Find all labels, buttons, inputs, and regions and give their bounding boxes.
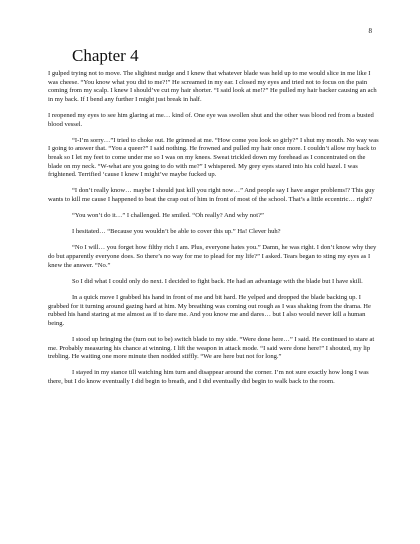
chapter-title: Chapter 4 — [72, 46, 139, 65]
paragraph: “I-I’m sorry…”I tried to choke out. He grinned at me. “How come you look so girly?” I shut my mouth. No way was I going to answer that. “You a queer?” I said nothing. He frowned and pulled my hair once more. I couldn’t allow my back to break so I let my feet to come under me so I was on my knees. Sweat trickled down my forehead as I concentrated on the blade on my neck. “W-what are you going to do with me?” I whispered. My grey eyes stared into his cold hazel. I was frightened. Terrified ‘cause I knew I might’ve maybe fucked up. — [48, 136, 379, 179]
paragraph: I reopened my eyes to see him glaring at me… kind of. One eye was swollen shut and the other was blood red from a busted blood vessel. — [48, 111, 374, 128]
paragraph: “You won’t do it…” I challenged. He smiled. “Oh really? And why not?” — [72, 212, 264, 220]
paragraph: I hesitated… “Because you wouldn’t be able to cover this up.” Ha! Clever huh? — [72, 228, 281, 236]
paragraph: I gulped trying not to move. The slightest nudge and I knew that whatever blade was held up to me would slice in me like I was cheese. “You know what you did to me?!” He screamed in my ear. I closed my eyes and tried not to focus on the pain coming from my scalp. I knew I should’ve cut my hair shorter. “I said look at me!?” He pulled my hair backer causing an ach in my back. If I bend any further I might just break in half. — [48, 70, 377, 103]
paragraph: So I did what I could only do next. I decided to fight back. He had an advantage with the blade but I have skill. — [72, 277, 363, 285]
paragraph: “I don’t really know… maybe I should just kill you right now…” And people say I have anger problems!? This guy wants to kill me cause I happened to beat the crap out of him in front of most of the school. That’s a little eccentric… right? — [48, 187, 375, 203]
page-number: 8 — [368, 27, 372, 35]
paragraph: I stayed in my stance till watching him turn and disappear around the corner. I’m not sure exactly how long I was there, but I do know eventually I did begin to breath, and I did eventually did begin to walk back to the room. — [48, 369, 369, 385]
paragraph: I stood up bringing the (turn out to be) switch blade to my side. “Were done here…” I said. He continued to stare at me. Probably measuring his chance at winning. I lift the weapon in attack mode. “I said were done here!” I shouted, my lip trebling. He waiting one more minute then nodded stiffly. “We are here but not for long.” — [48, 336, 375, 361]
chapter-body — [48, 70, 380, 394]
paragraph: “No I will… you forget how filthy rich I am. Plus, everyone hates you.” Damn, he was right. I don’t know why they do but apparently everyone does. So there’s no way for me to plead for my life?” I asked. Tears began to sting my eyes as I knew the answer. “No.” — [48, 244, 377, 269]
paragraph: In a quick move I grabbed his hand in front of me and bit hard. He yelped and dropped the blade backing up. I grabbed for it turning around gazing hard at him. My breathing was coming out rough as I was shaking from the drama. He rubbed his hand staring at me almost as if to dare me. And you know me and dares… but I also would never kill a human being. — [48, 294, 371, 327]
